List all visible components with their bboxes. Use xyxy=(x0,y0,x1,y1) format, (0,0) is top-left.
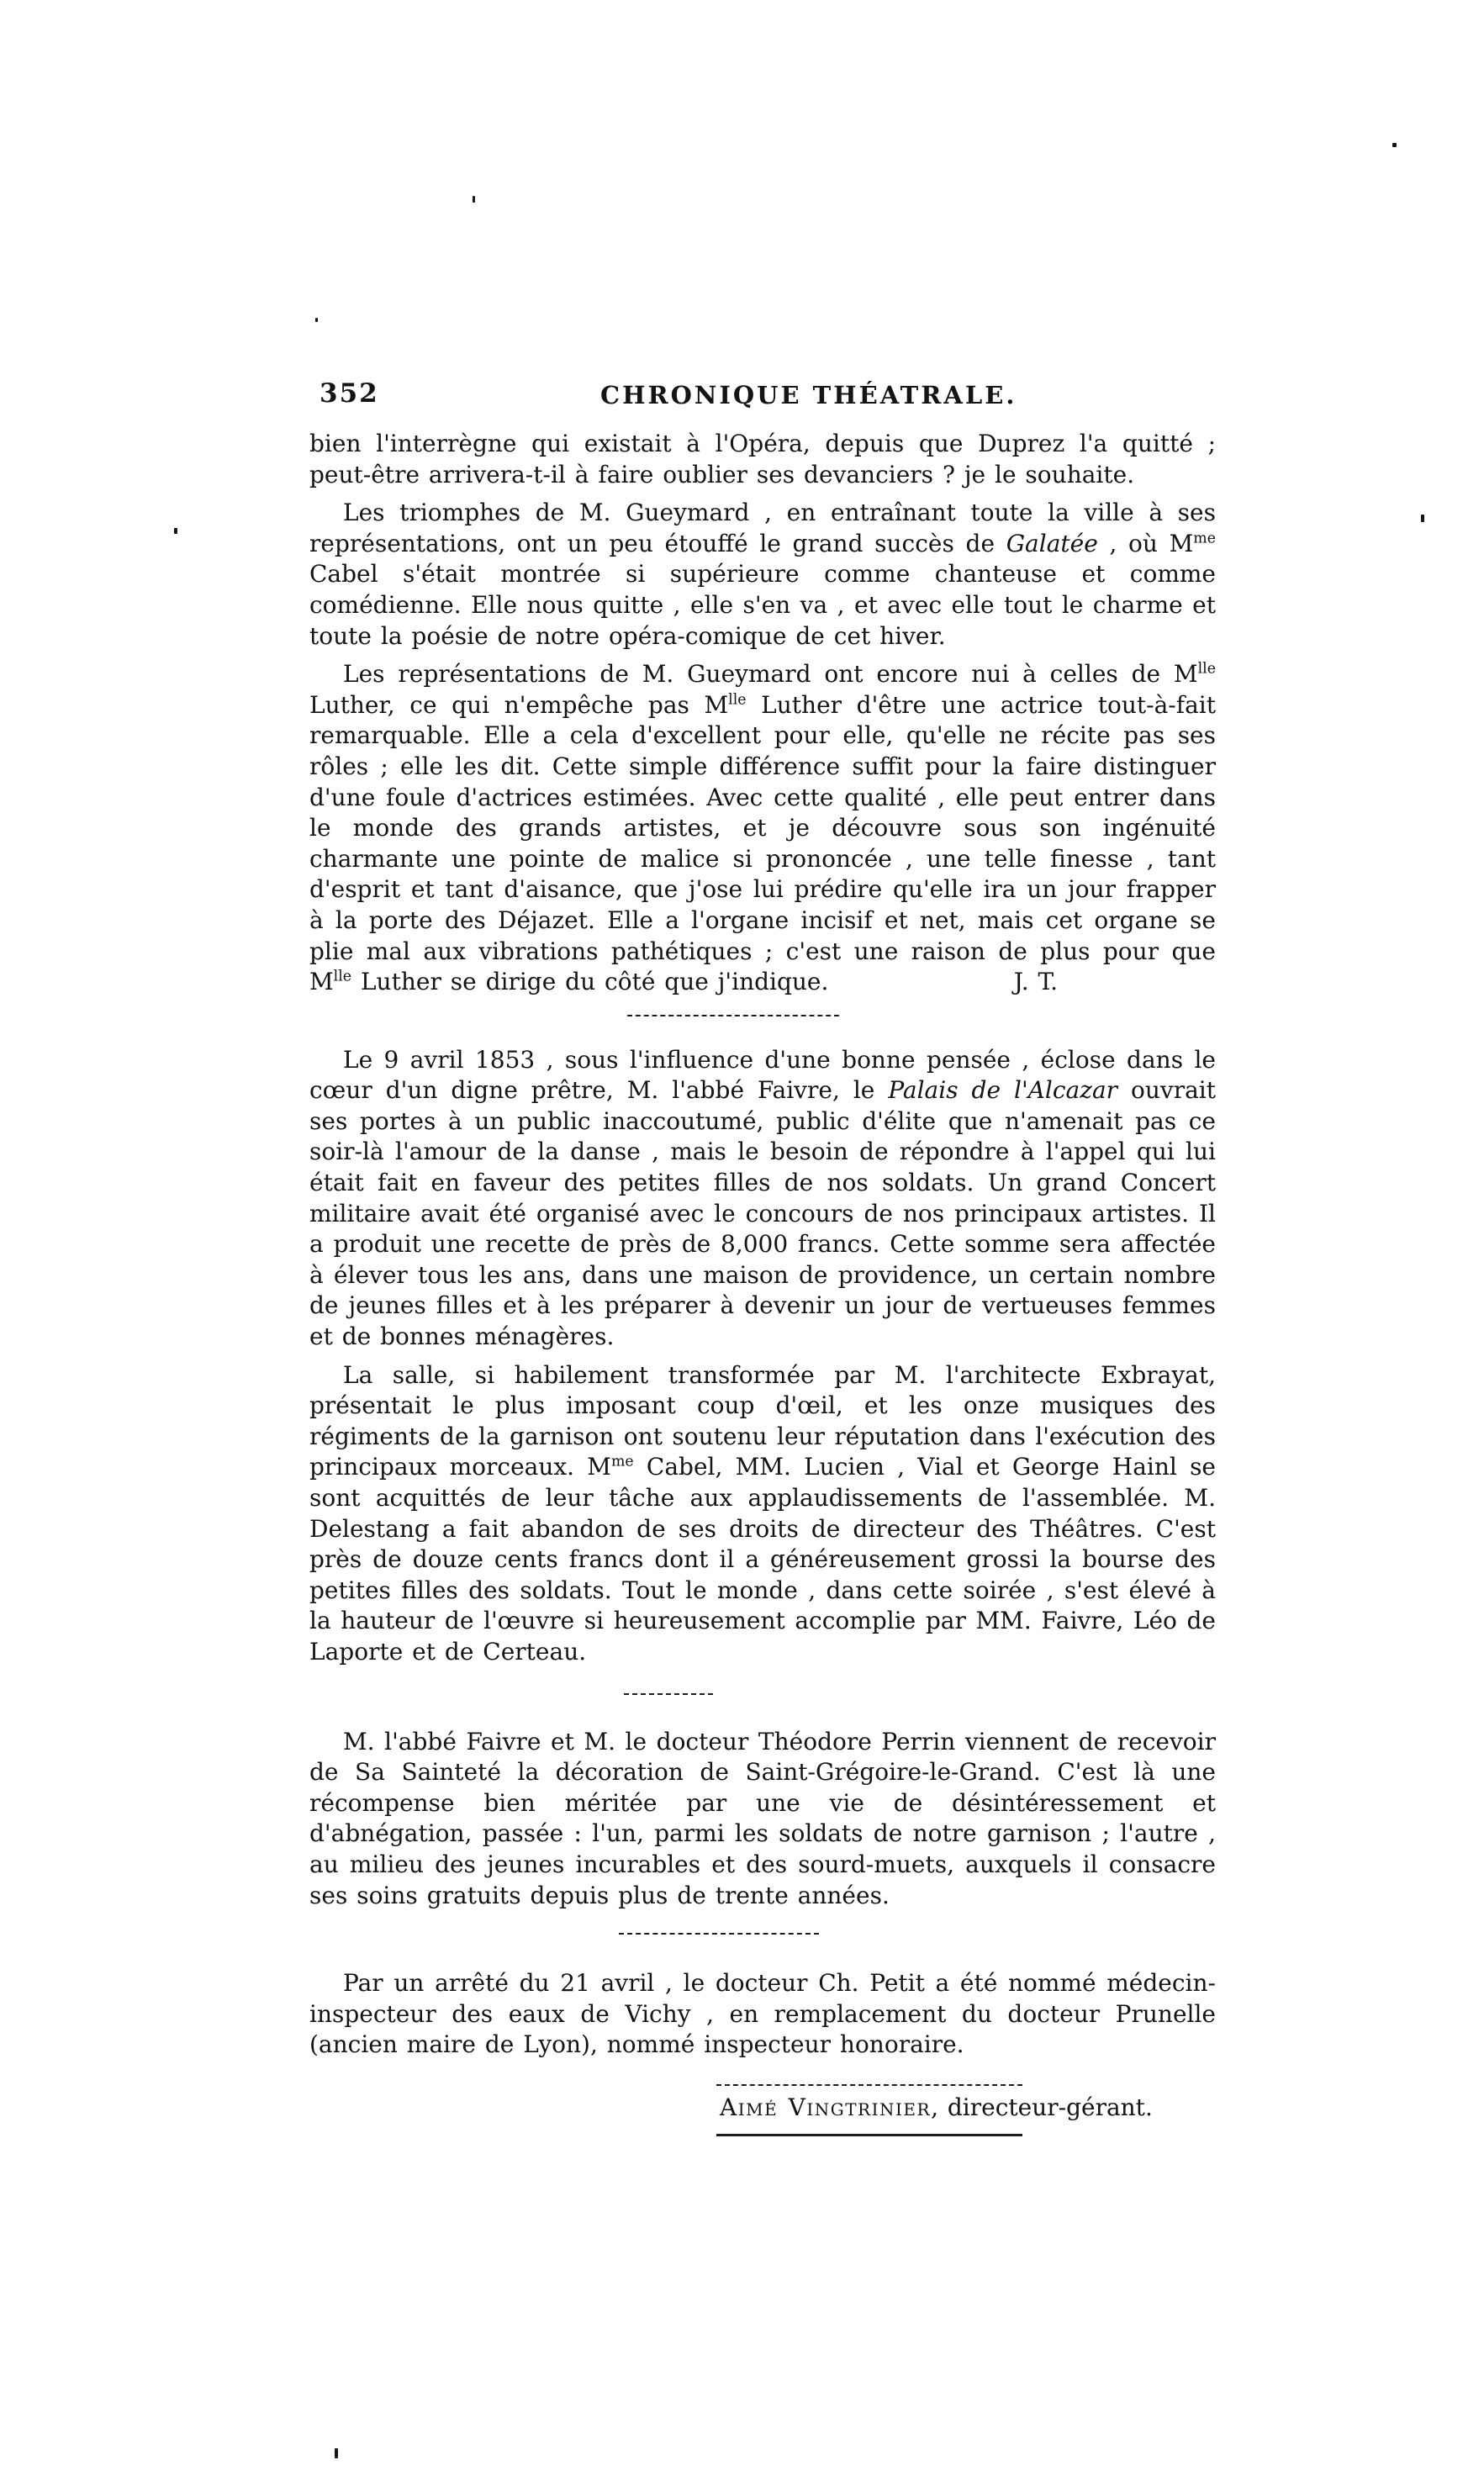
paragraph-opera-interregne: bien l'interrègne qui existait à l'Opéra, depuis que Duprez l'a quitté ; peut-être arrivera-t-il à faire oublier ses devanciers ? je le souhaite. xyxy=(309,430,1216,488)
ink-speck xyxy=(335,2448,338,2458)
paragraph-triomphes-gueymard: Les triomphes de M. Gueymard , en entraînant toute la ville à ses représentations, ont un peu étouffé le grand succès de Galatée , où $M^{me}$ Cabel s'était montrée si supérieure comme chanteuse et comme comédienne. Elle nous quitte , elle s'en va , et avec elle tout le charme et toute la poésie de notre opéra-comique de cet hiver. xyxy=(309,499,1216,650)
editor-name: Aimé Vingtrinier xyxy=(720,2093,932,2121)
page-column xyxy=(309,377,1216,2136)
journal-title: CHRONIQUE THÉATRALE. xyxy=(600,381,1017,409)
paragraph-mlle-luther-text: Les représentations de M. Gueymard ont encore nui à celles de $M^{lle}$ Luther, ce qui n'empêche pas $M^{lle}$ Luther d'être une actrice tout-à-fait remarquable. Elle a cela d'excellent pour elle, qu'elle ne récite pas ses rôles ; elle les dit. Cette simple différence suffit pour la faire distinguer d'une foule d'actrices estimées. Avec cette qualité , elle peut entrer dans le monde des grands artistes, et je découvre sous son ingénuité charmante une pointe de malice si prononcée , une telle finesse , tant d'esprit et tant d'aisance, que j'ose lui prédire qu'elle ira un jour frapper à la porte des Déjazet. Elle a l'organe incisif et net, mais cet organe se plie mal aux vibrations pathétiques ; c'est une raison de plus pour que $M^{lle}$ Luther se dirige du côté que j'indique. xyxy=(309,660,1216,996)
page-header xyxy=(309,377,1216,424)
ink-speck xyxy=(1392,143,1397,147)
paragraph-mlle-luther xyxy=(309,659,1216,998)
ink-speck xyxy=(315,318,318,322)
editor-role: , directeur-gérant. xyxy=(931,2093,1153,2121)
paragraph-alcazar-concert: Le 9 avril 1853 , sous l'influence d'une bonne pensée , éclose dans le cœur d'un digne prêtre, M. l'abbé Faivre, le Palais de l'Alcazar ouvrait ses portes à un public inaccoutumé, public d'élite que n'amenait pas ce soir-là l'amour de la danse , mais le besoin de répondre à l'appel qui lui était fait en faveur des petites filles de nos soldats. Un grand Concert militaire avait été organisé avec le concours de nos principaux artistes. Il a produit une recette de près de 8,000 francs. Cette somme sera affectée à élever tous les ans, dans une maison de providence, un certain nombre de jeunes filles et à les préparer à devenir un jour de vertueuses femmes et de bonnes ménagères. xyxy=(309,1045,1216,1351)
paragraph-decoration: M. l'abbé Faivre et M. le docteur Théodore Perrin viennent de recevoir de Sa Sainteté la décoration de Saint-Grégoire-le-Grand. C'est là une récompense bien méritée par une vie de désintéressement et d'abnégation, passée : l'un, parmi les soldats de notre garnison ; l'autre , au milieu des jeunes incurables et des sourd-muets, auxquels il consacre ses soins gratuits depuis plus de trente années. xyxy=(309,1727,1216,1909)
ink-speck xyxy=(473,196,475,203)
section-divider xyxy=(627,1015,839,1016)
article-body xyxy=(309,429,1216,2136)
ink-speck xyxy=(1421,515,1424,522)
paragraph-arrete-vichy: Par un arrêté du 21 avril , le docteur Ch. Petit a été nommé médecin-inspecteur des eaux de Vichy , en remplacement du docteur Prunelle (ancien maire de Lyon), nommé inspecteur honoraire. xyxy=(309,1969,1216,2059)
section-divider xyxy=(624,1693,713,1695)
ink-speck xyxy=(174,528,177,534)
section-divider xyxy=(619,1933,819,1935)
paragraph-la-salle: La salle, si habilement transformée par M. l'architecte Exbrayat, présentait le plus imposant coup d'œil, et les onze musiques des régiments de la garnison ont soutenu leur réputation dans l'exécution des principaux morceaux. $M^{me}$ Cabel, MM. Lucien , Vial et George Hainl se sont acquittés de leur tâche aux applaudissements de l'assemblée. M. Delestang a fait abandon de ses droits de directeur des Théâtres. C'est près de douze cents francs dont il a généreusement grossi la bourse des petites filles des soldats. Tout le monde , dans cette soirée , s'est élevé à la hauteur de l'œuvre si heureusement accomplie par MM. Faivre, Léo de Laporte et de Certeau. xyxy=(309,1360,1217,1666)
author-initials: J. T. xyxy=(1013,968,1058,996)
page-number: 352 xyxy=(320,378,379,409)
editor-signature xyxy=(716,2084,1153,2136)
